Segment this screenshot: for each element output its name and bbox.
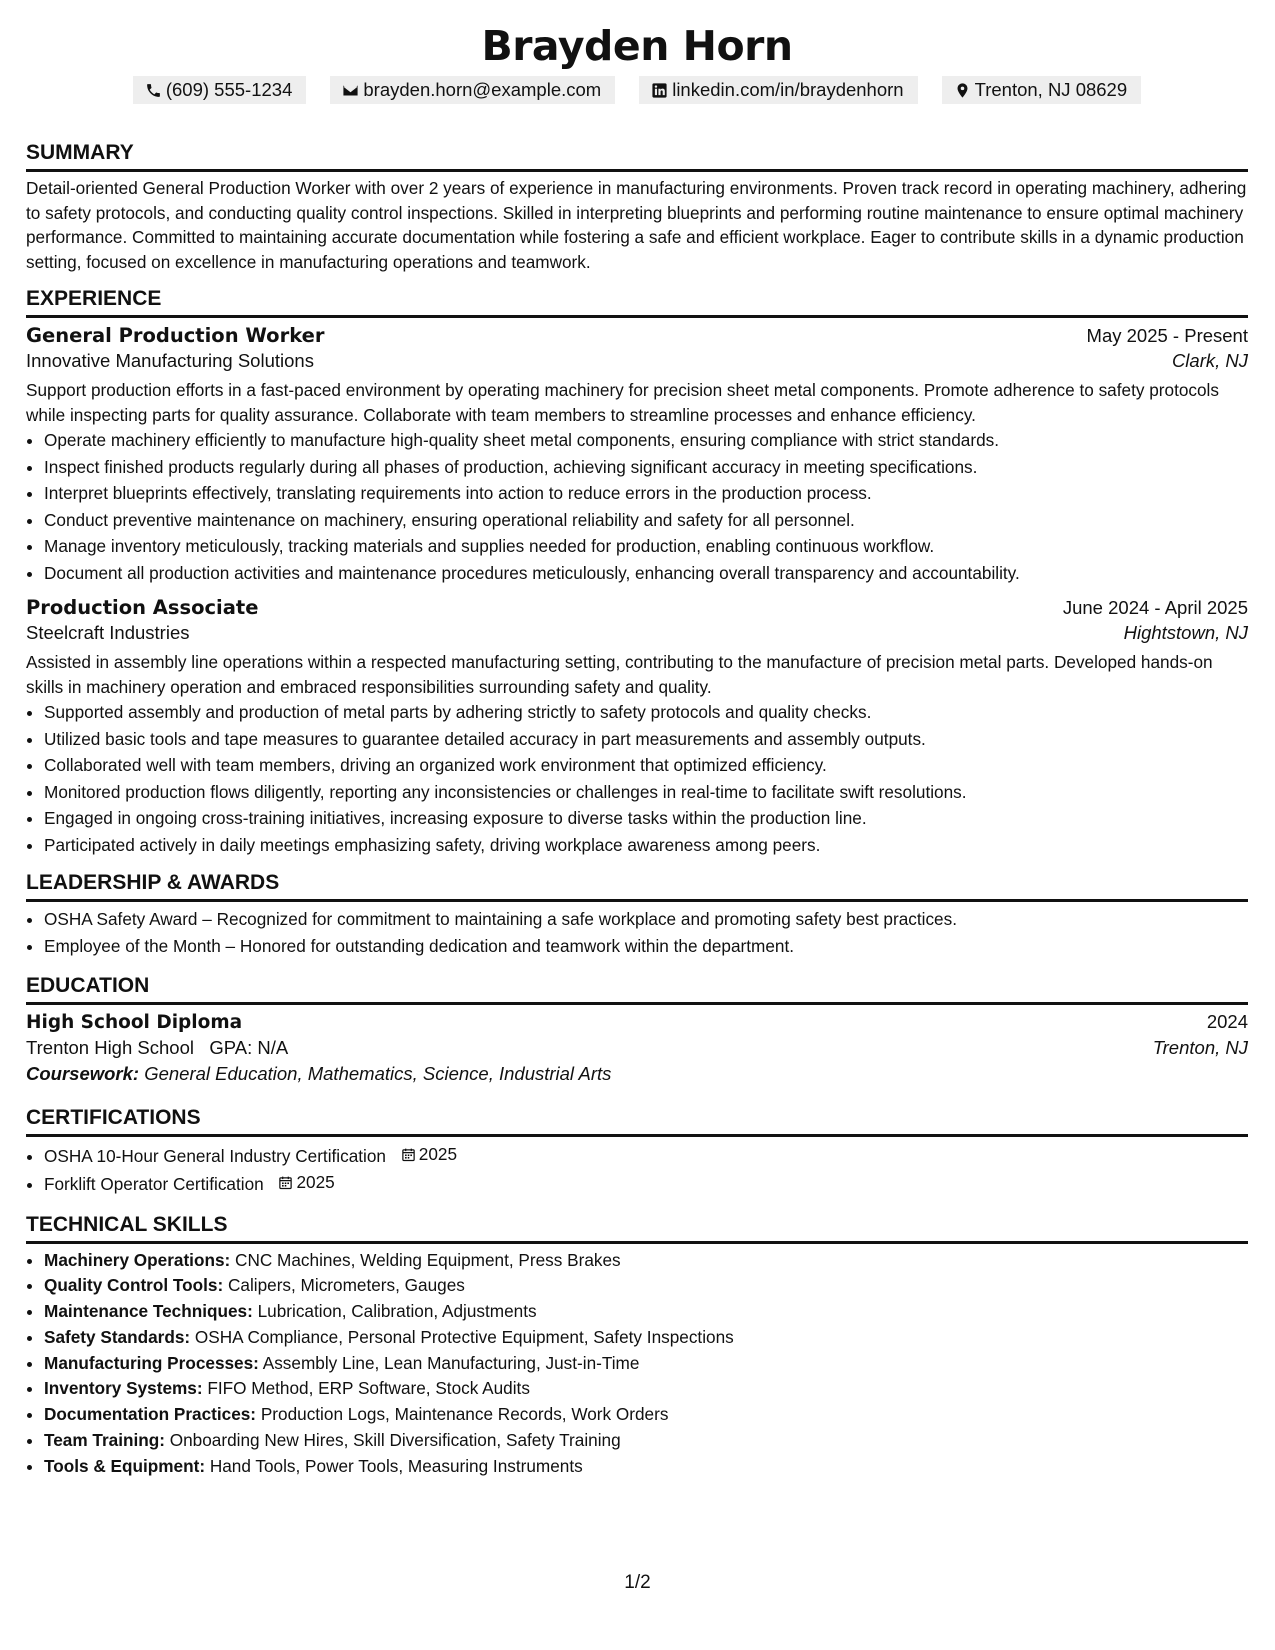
coursework-label: Coursework: [26, 1063, 140, 1084]
job-title: General Production Worker [26, 324, 325, 347]
list-item: • Manage inventory meticulously, tracking materials and supplies needed for production, enabling continuous workflow. [44, 533, 1248, 560]
job-company: Innovative Manufacturing Solutions [26, 350, 314, 371]
education-coursework [26, 1063, 1248, 1085]
job-header-row [26, 324, 1248, 347]
linkedin-icon [651, 82, 668, 99]
experience-heading: EXPERIENCE [26, 286, 1248, 318]
job-bullets [26, 699, 1248, 858]
job-summary: Support production efforts in a fast-paced environment by operating machinery for precision sheet metal components. Promote adherence to safety protocols while inspecting parts for quality assurance. Collaborate with team members to streamline processes and enhance efficiency. [26, 380, 1219, 425]
candidate-name: Brayden Horn [481, 22, 793, 70]
list-item: • Participated actively in daily meetings emphasizing safety, driving workplace awareness among peers. [44, 832, 1248, 859]
job-entry [26, 324, 1248, 586]
skill-value: Assembly Line, Lean Manufacturing, Just-in-Time [262, 1352, 640, 1373]
contact-linkedin-text: linkedin.com/in/braydenhorn [672, 79, 904, 100]
list-item: • Operate machinery efficiently to manufacture high-quality sheet metal components, ensuring compliance with strict standards. [44, 427, 1248, 454]
education-degree: High School Diploma [26, 1012, 243, 1033]
skill-value: Hand Tools, Power Tools, Measuring Instruments [209, 1455, 583, 1476]
list-item: • Supported assembly and production of metal parts by adhering strictly to safety protocols and quality checks. [44, 699, 1248, 726]
skills-list [26, 1248, 1248, 1480]
skill-value: Production Logs, Maintenance Records, Work Orders [260, 1404, 669, 1425]
education-year: 2024 [1206, 1011, 1248, 1032]
skill-label: Documentation Practices: [44, 1404, 257, 1425]
list-item: • OSHA Safety Award – Recognized for commitment to maintaining a safe workplace and promoting safety best practices. [44, 906, 1248, 933]
list-item [44, 1273, 1248, 1299]
cert-name: OSHA 10-Hour General Industry Certification [44, 1145, 386, 1166]
job-location: Hightstown, NJ [1123, 622, 1248, 643]
list-item [44, 1325, 1248, 1351]
skill-value: Lubrication, Calibration, Adjustments [257, 1301, 537, 1322]
skill-label: Tools & Equipment: [44, 1455, 206, 1476]
job-company-row [26, 350, 1248, 372]
certifications-section [26, 1105, 1248, 1198]
list-item: • Interpret blueprints effectively, translating requirements into action to reduce errors in the production process. [44, 480, 1248, 507]
job-entry [26, 596, 1248, 858]
skills-heading: TECHNICAL SKILLS [26, 1212, 1248, 1244]
cert-year-group [401, 1141, 457, 1168]
education-school-row [26, 1037, 1248, 1059]
skill-label: Maintenance Techniques: [44, 1301, 253, 1322]
skill-label: Manufacturing Processes: [44, 1352, 259, 1373]
awards-heading: LEADERSHIP & AWARDS [26, 870, 1248, 902]
job-location: Clark, NJ [1171, 350, 1248, 371]
list-item: • Monitored production flows diligently, reporting any inconsistencies or challenges in real-time to facilitate swift resolutions. [44, 779, 1248, 806]
education-school: Trenton High School [26, 1037, 194, 1058]
certifications-heading: CERTIFICATIONS [26, 1105, 1248, 1137]
list-item [44, 1299, 1248, 1325]
resume-page [26, 0, 1248, 1480]
calendar-icon [278, 1175, 293, 1190]
job-summary: Assisted in assembly line operations within a respected manufacturing setting, contributing to the manufacture of precision metal parts. Developed hands-on skills in machinery operation and embraced responsibilities surrounding safety and quality. [26, 652, 1213, 697]
education-school-group [26, 1037, 288, 1059]
list-item [44, 1376, 1248, 1402]
cert-year-group [278, 1169, 334, 1196]
phone-icon [145, 82, 162, 99]
summary-section [26, 140, 1248, 274]
skill-value: OSHA Compliance, Personal Protective Equipment, Safety Inspections [194, 1326, 734, 1347]
awards-section [26, 870, 1248, 959]
certifications-list [26, 1141, 1248, 1198]
page-number: 1/2 [624, 1572, 651, 1593]
list-item [44, 1428, 1248, 1454]
skill-label: Inventory Systems: [44, 1378, 203, 1399]
cert-year: 2025 [418, 1144, 458, 1164]
job-company-row [26, 622, 1248, 644]
skill-value: Onboarding New Hires, Skill Diversification, Safety Training [169, 1430, 621, 1451]
job-dates: June 2024 - April 2025 [1062, 597, 1248, 618]
list-item [44, 1248, 1248, 1274]
skill-value: Calipers, Micrometers, Gauges [227, 1275, 465, 1296]
contact-bar [26, 76, 1248, 104]
job-dates: May 2025 - Present [1086, 325, 1248, 346]
list-item: • Document all production activities and maintenance procedures meticulously, enhancing overall transparency and accountability. [44, 560, 1248, 587]
list-item: • Inspect finished products regularly during all phases of production, achieving significant accuracy in meeting specifications. [44, 454, 1248, 481]
job-company: Steelcraft Industries [26, 622, 190, 643]
contact-email-text: brayden.horn@example.com [363, 79, 602, 100]
skill-label: Machinery Operations: [44, 1249, 231, 1270]
contact-phone[interactable] [133, 76, 307, 104]
list-item [44, 1454, 1248, 1480]
list-item [44, 1169, 1248, 1197]
list-item [44, 1141, 1248, 1169]
skills-section [26, 1212, 1248, 1480]
skill-value: FIFO Method, ERP Software, Stock Audits [207, 1378, 530, 1399]
calendar-icon [401, 1147, 416, 1162]
skill-label: Quality Control Tools: [44, 1275, 224, 1296]
skill-label: Team Training: [44, 1430, 165, 1451]
map-pin-icon [954, 82, 971, 99]
list-item [44, 1402, 1248, 1428]
list-item: • Utilized basic tools and tape measures to guarantee detailed accuracy in part measurements and assembly outputs. [44, 726, 1248, 753]
list-item: • Collaborated well with team members, driving an organized work environment that optimized efficiency. [44, 752, 1248, 779]
education-location: Trenton, NJ [1152, 1037, 1248, 1058]
education-heading: EDUCATION [26, 973, 1248, 1005]
cert-year: 2025 [296, 1172, 335, 1193]
coursework-text: General Education, Mathematics, Science, Industrial Arts [144, 1063, 612, 1084]
contact-email[interactable] [330, 76, 615, 104]
summary-text: Detail-oriented General Production Worker with over 2 years of experience in manufacturing environments. Proven track record in operating machinery, adhering to safety protocols, and conducting quality control inspections. Skilled in interpreting blueprints and performing routine maintenance to ensure optimal machinery performance. Committed to maintaining accurate documentation while fostering a safe and efficient workplace. Eager to contribute skills in a dynamic production setting, focused on excellence in manufacturing operations and teamwork. [26, 178, 1247, 272]
list-item [44, 1351, 1248, 1377]
summary-heading: SUMMARY [26, 140, 1248, 172]
list-item: • Engaged in ongoing cross-training initiatives, increasing exposure to diverse tasks within the production line. [44, 805, 1248, 832]
skill-value: CNC Machines, Welding Equipment, Press Brakes [235, 1249, 621, 1270]
contact-linkedin[interactable] [639, 76, 917, 104]
job-header-row [26, 596, 1248, 619]
job-bullets [26, 427, 1248, 586]
education-header-row [26, 1011, 1248, 1033]
awards-list [26, 906, 1248, 959]
contact-location [942, 76, 1142, 104]
cert-name: Forklift Operator Certification [44, 1174, 264, 1194]
education-gpa: GPA: N/A [209, 1037, 289, 1058]
contact-location-text: Trenton, NJ 08629 [974, 79, 1128, 100]
education-section [26, 973, 1248, 1085]
contact-phone-text: (609) 555-1234 [165, 79, 293, 100]
list-item: • Employee of the Month – Honored for outstanding dedication and teamwork within the department. [44, 933, 1248, 960]
list-item: • Conduct preventive maintenance on machinery, ensuring operational reliability and safety for all personnel. [44, 507, 1248, 534]
skill-label: Safety Standards: [44, 1326, 191, 1347]
experience-section [26, 286, 1248, 858]
job-title: Production Associate [26, 596, 259, 619]
envelope-icon [342, 82, 359, 99]
